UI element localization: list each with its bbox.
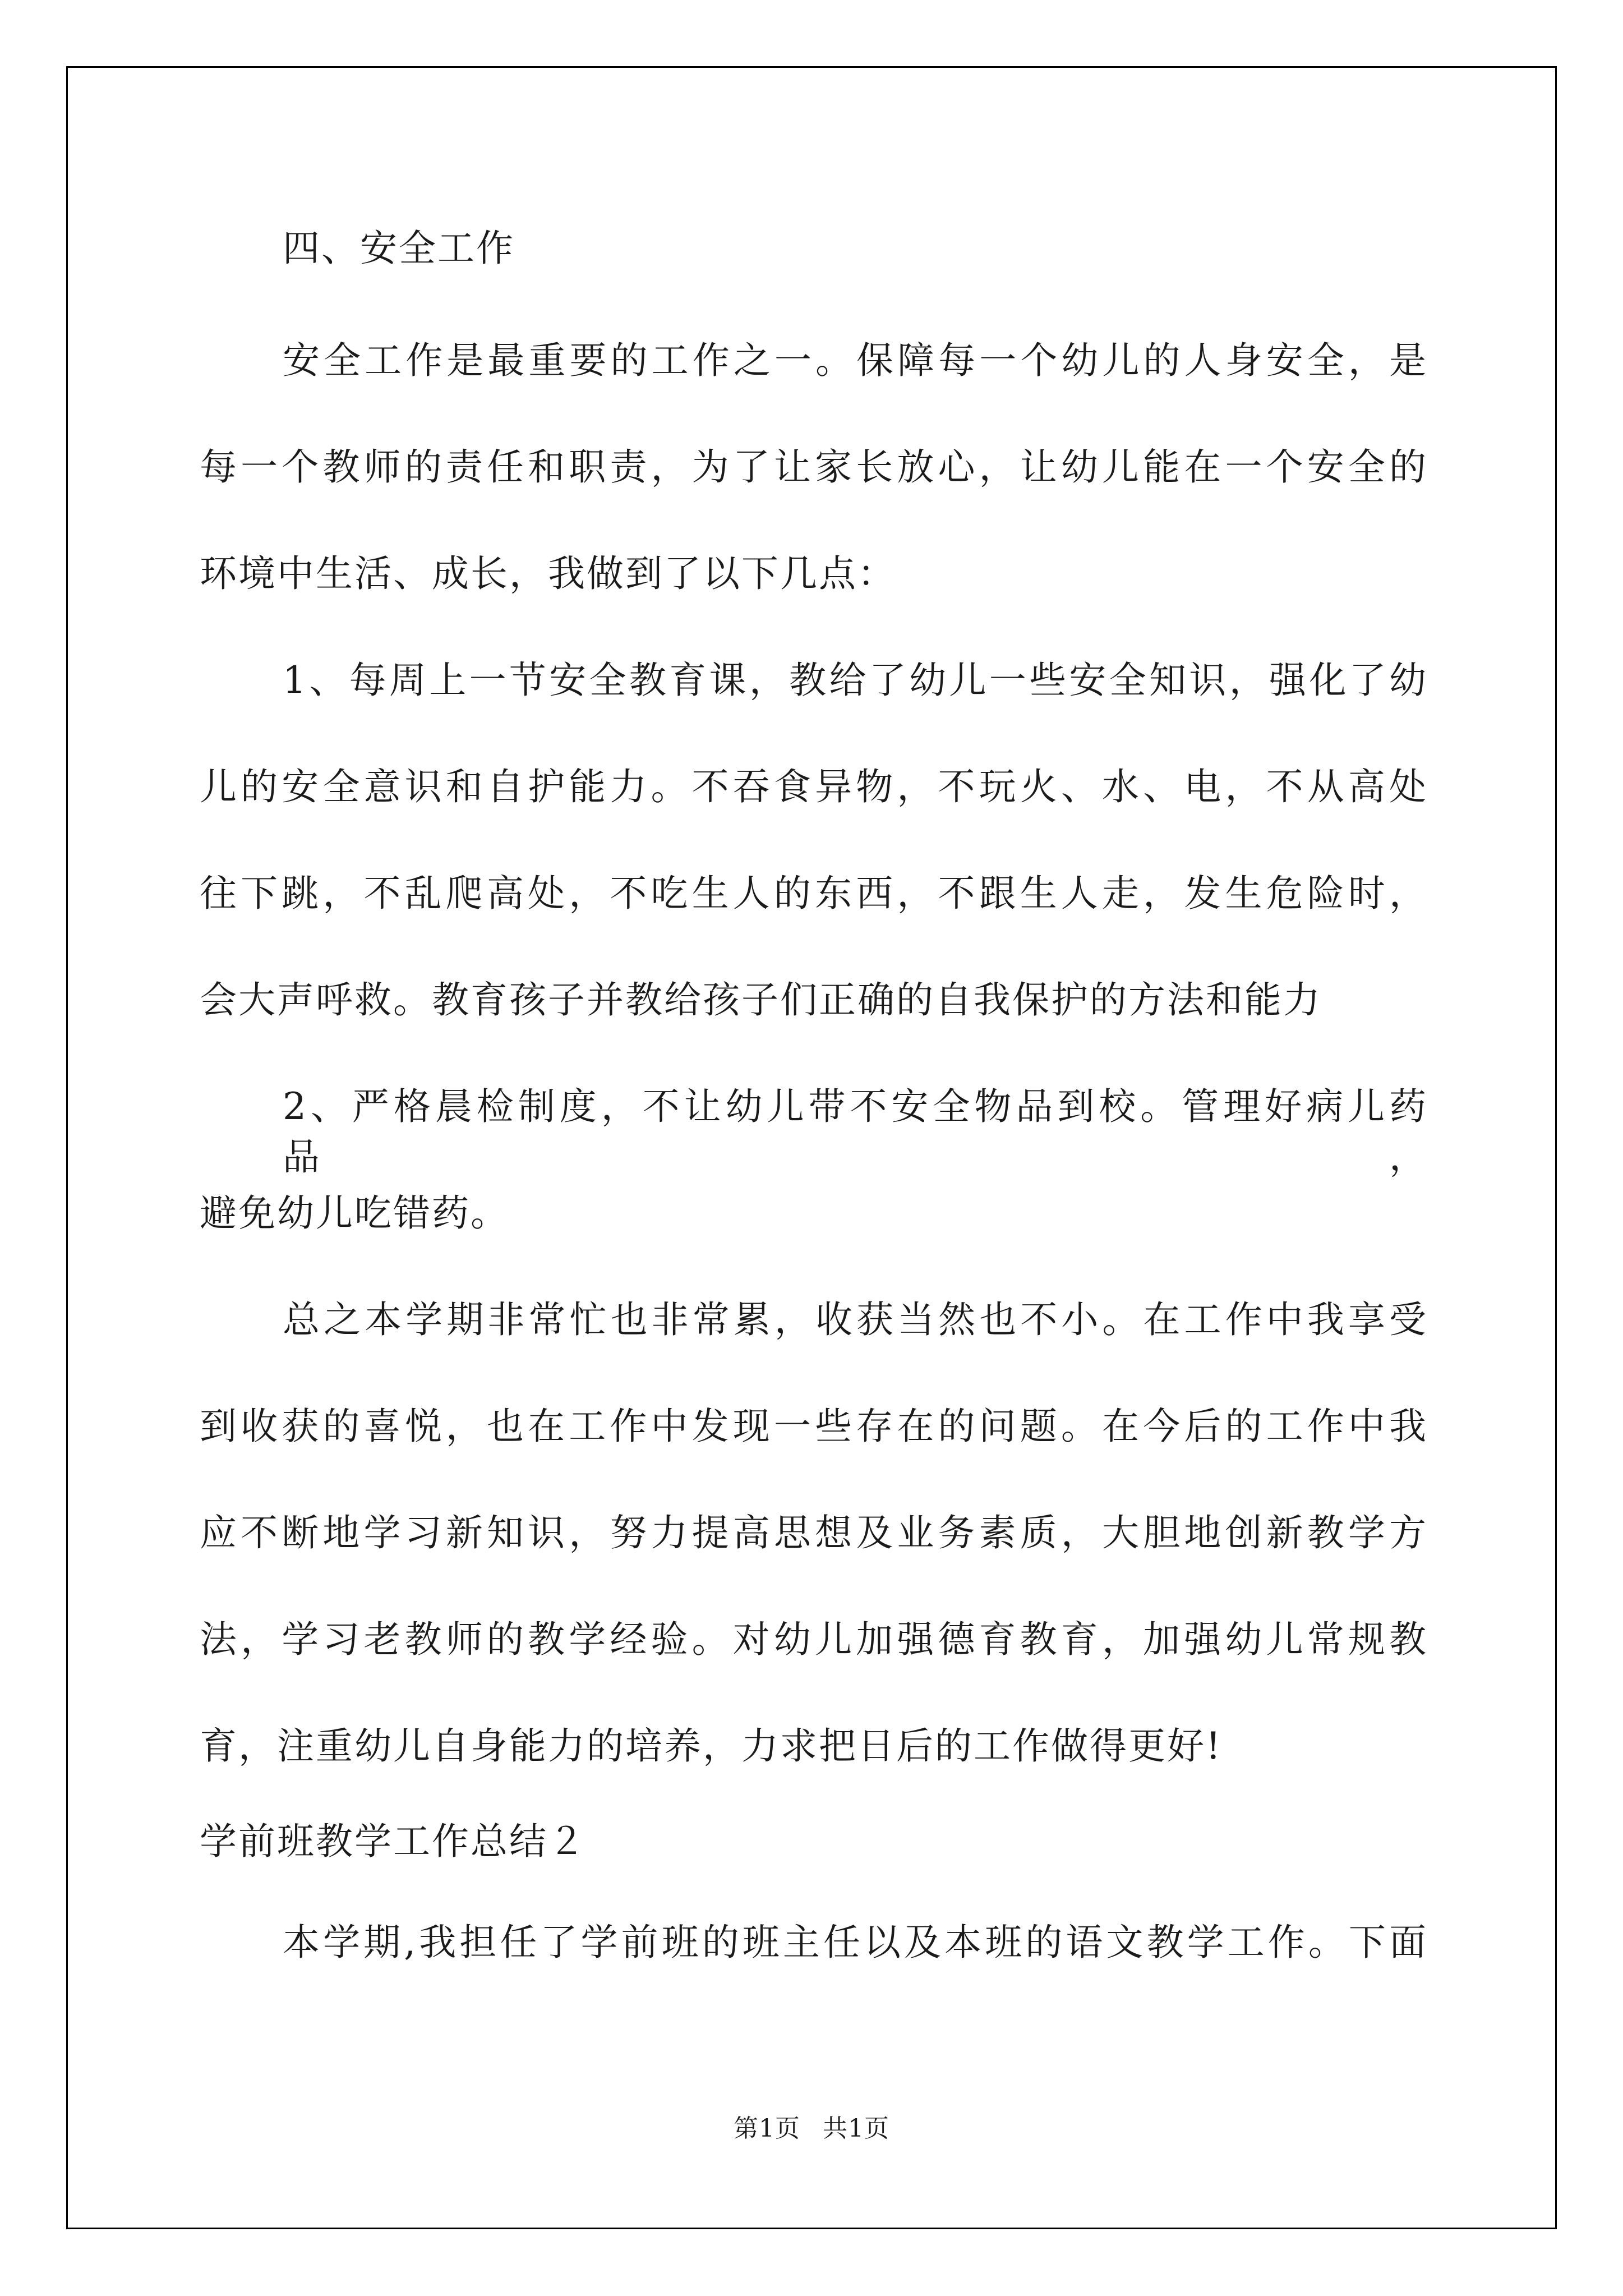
page-number-current: 第1页 [734,2114,800,2143]
paragraph-line: 法，学习老教师的教学经验。对幼儿加强德育教育，加强幼儿常规教 [200,1618,1428,1661]
list-item-line: 避免幼儿吃错药。 [200,1191,509,1235]
paragraph-line: 安全工作是最重要的工作之一。保障每一个幼儿的人身安全，是 [283,339,1428,382]
list-item-line: 会大声呼救。教育孩子并教给孩子们正确的自我保护的方法和能力 [200,978,1322,1022]
paragraph-line: 育，注重幼儿自身能力的培养，力求把日后的工作做得更好! [200,1724,1223,1768]
section-title-2: 学前班教学工作总结２ [200,1820,587,1863]
list-item-line: 往下跳，不乱爬高处，不吃生人的东西，不跟生人走，发生危险时， [200,872,1428,915]
paragraph-line: 总之本学期非常忙也非常累，收获当然也不小。在工作中我享受 [283,1298,1428,1341]
page-number-total: 共1页 [823,2114,889,2143]
list-item-line: 1、每周上一节安全教育课，教给了幼儿一些安全知识，强化了幼 [283,659,1428,702]
paragraph-line: 每一个教师的责任和职责，为了让家长放心，让幼儿能在一个安全的 [200,445,1428,489]
section-heading-safety: 四、安全工作 [283,227,515,270]
list-item-line: 2、严格晨检制度，不让幼儿带不安全物品到校。管理好病儿药品， [283,1085,1428,1179]
paragraph-line: 环境中生活、成长，我做到了以下几点： [200,552,896,595]
paragraph-line: 到收获的喜悦，也在工作中发现一些存在的问题。在今后的工作中我 [200,1405,1428,1448]
paragraph-line: 本学期,我担任了学前班的班主任以及本班的语文教学工作。下面 [283,1921,1428,1964]
paragraph-line: 应不断地学习新知识，努力提高思想及业务素质，大胆地创新教学方 [200,1511,1428,1554]
page-footer [0,2112,1623,2146]
list-item-line: 儿的安全意识和自护能力。不吞食异物，不玩火、水、电，不从高处 [200,765,1428,808]
